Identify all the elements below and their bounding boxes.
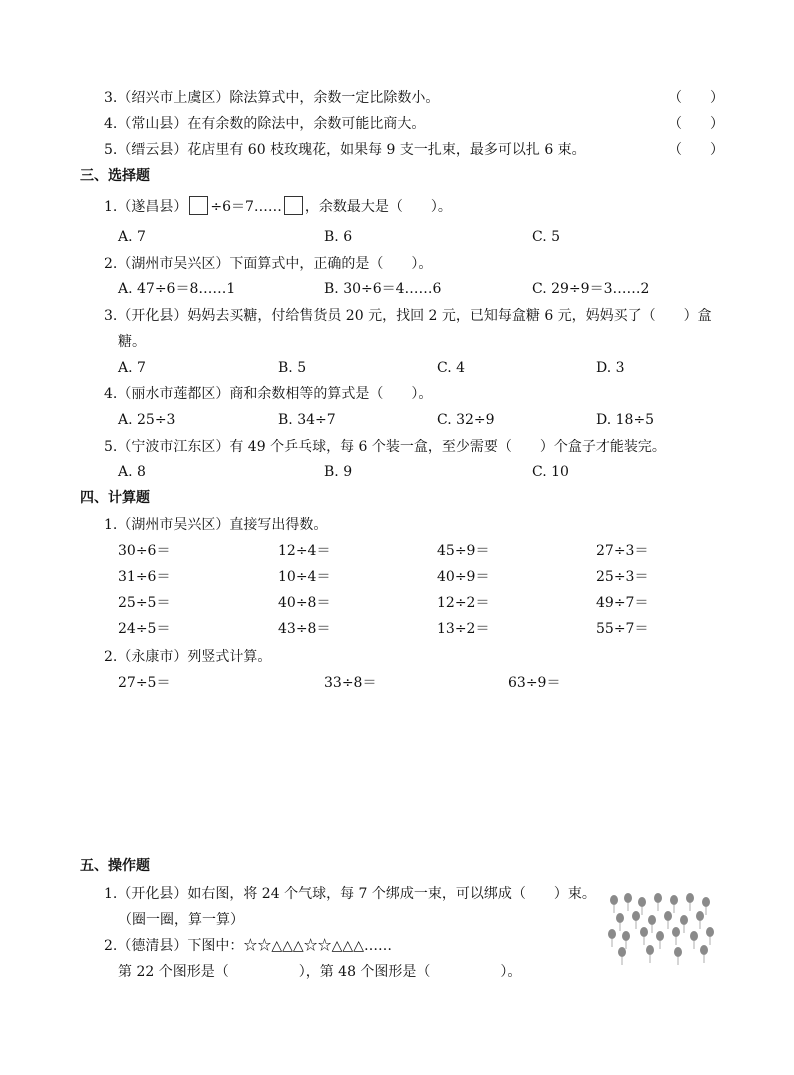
- calc-q1: 1.（湖州市吴兴区）直接写出得数。: [104, 517, 328, 533]
- choice-q3-cont: 糖。: [118, 334, 146, 350]
- balloon-icon[interactable]: [648, 915, 656, 933]
- calc-item[interactable]: 45÷9＝: [437, 543, 490, 559]
- choice-q1: [104, 196, 452, 217]
- op-q1: 1.（开化县）如右图，将 24 个气球，每 7 个绑成一束，可以绑成（ ）束。: [104, 886, 596, 902]
- vertical-calc-item[interactable]: 27÷5＝: [118, 675, 171, 691]
- choice-q4-opt-c[interactable]: C. 32÷9: [437, 412, 495, 428]
- calc-item[interactable]: 30÷6＝: [118, 543, 171, 559]
- balloon-icon[interactable]: [616, 913, 624, 931]
- choice-q3-opt-c[interactable]: C. 4: [437, 360, 466, 376]
- calc-item[interactable]: 12÷4＝: [278, 543, 331, 559]
- judge-q5-answer[interactable]: （ ）: [668, 142, 724, 158]
- choice-q3-opt-d[interactable]: D. 3: [596, 360, 625, 376]
- balloon-icon[interactable]: [646, 945, 654, 963]
- choice-q4-opt-a[interactable]: A. 25÷3: [118, 412, 176, 428]
- choice-q4-opt-d[interactable]: D. 18÷5: [596, 412, 655, 428]
- balloon-icon[interactable]: [696, 911, 704, 929]
- calc-q2: 2.（永康市）列竖式计算。: [104, 649, 272, 665]
- balloons-figure: [606, 892, 718, 972]
- balloon-icon[interactable]: [610, 895, 618, 913]
- choice-q1-mid: ÷6＝7……: [210, 199, 282, 215]
- balloon-icon[interactable]: [670, 895, 678, 913]
- choice-q2: 2.（湖州市吴兴区）下面算式中，正确的是（ ）。: [104, 256, 433, 272]
- choice-q2-opt-a[interactable]: A. 47÷6＝8……1: [118, 281, 236, 297]
- balloon-icon[interactable]: [638, 897, 646, 915]
- calc-item[interactable]: 43÷8＝: [278, 621, 331, 637]
- calc-item[interactable]: 55÷7＝: [596, 621, 649, 637]
- calc-item[interactable]: 40÷9＝: [437, 569, 490, 585]
- balloon-icon[interactable]: [702, 897, 710, 915]
- choice-q3-opt-a[interactable]: A. 7: [118, 360, 146, 376]
- calc-item[interactable]: 31÷6＝: [118, 569, 171, 585]
- choice-q1-opt-b[interactable]: B. 6: [324, 229, 353, 245]
- choice-q5-opt-a[interactable]: A. 8: [118, 464, 146, 480]
- judge-q5: 5.（缙云县）花店里有 60 枝玫瑰花，如果每 9 支一扎束，最多可以扎 6 束。: [104, 142, 586, 158]
- op-q2-blanks[interactable]: 第 22 个图形是（ ），第 48 个图形是（ ）。: [118, 964, 522, 980]
- choice-q4-opt-b[interactable]: B. 34÷7: [278, 412, 336, 428]
- balloon-icon[interactable]: [624, 893, 632, 911]
- choice-q5: 5.（宁波市江东区）有 49 个乒乓球，每 6 个装一盒，至少需要（ ）个盒子才能装完。: [104, 439, 666, 455]
- choice-q3-opt-b[interactable]: B. 5: [278, 360, 307, 376]
- calc-item[interactable]: 25÷5＝: [118, 595, 171, 611]
- judge-q3-answer[interactable]: （ ）: [668, 90, 724, 106]
- calc-item[interactable]: 24÷5＝: [118, 621, 171, 637]
- balloon-icon[interactable]: [656, 931, 664, 949]
- calc-item[interactable]: 10÷4＝: [278, 569, 331, 585]
- balloon-icon[interactable]: [664, 911, 672, 929]
- section-operation-title: 五、操作题: [80, 858, 150, 874]
- balloon-icon[interactable]: [674, 947, 682, 965]
- choice-q4: 4.（丽水市莲都区）商和余数相等的算式是（ ）。: [104, 386, 433, 402]
- choice-q5-opt-c[interactable]: C. 10: [532, 464, 569, 480]
- judge-q4-answer[interactable]: （ ）: [668, 116, 724, 132]
- choice-q1-opt-a[interactable]: A. 7: [118, 229, 146, 245]
- balloon-icon[interactable]: [690, 931, 698, 949]
- blank-box[interactable]: [284, 196, 303, 215]
- balloon-icon[interactable]: [632, 911, 640, 929]
- section-choice-title: 三、选择题: [80, 168, 150, 184]
- choice-q5-opt-b[interactable]: B. 9: [324, 464, 353, 480]
- choice-q3: 3.（开化县）妈妈去买糖，付给售货员 20 元，找回 2 元，已知每盒糖 6 元，妈妈买了（ ）盒: [104, 308, 712, 324]
- balloon-icon[interactable]: [672, 927, 680, 945]
- calc-item[interactable]: 40÷8＝: [278, 595, 331, 611]
- choice-q1-prefix: 1.（遂昌县）: [104, 199, 188, 215]
- balloon-icon[interactable]: [622, 931, 630, 949]
- blank-box[interactable]: [189, 196, 208, 215]
- choice-q2-opt-b[interactable]: B. 30÷6＝4……6: [324, 281, 442, 297]
- balloon-icon[interactable]: [618, 947, 626, 965]
- balloon-icon[interactable]: [700, 945, 708, 963]
- choice-q1-opt-c[interactable]: C. 5: [532, 229, 561, 245]
- calc-item[interactable]: 49÷7＝: [596, 595, 649, 611]
- balloon-icon[interactable]: [680, 915, 688, 933]
- section-calc-title: 四、计算题: [80, 490, 150, 506]
- calc-item[interactable]: 25÷3＝: [596, 569, 649, 585]
- balloon-icon[interactable]: [640, 927, 648, 945]
- balloon-icon[interactable]: [608, 929, 616, 947]
- judge-q4: 4.（常山县）在有余数的除法中，余数可能比商大。: [104, 116, 426, 132]
- balloon-icon[interactable]: [654, 893, 662, 911]
- choice-q2-opt-c[interactable]: C. 29÷9＝3……2: [532, 281, 650, 297]
- op-q2: 2.（德清县）下图中：☆☆△△△☆☆△△△……: [104, 938, 392, 954]
- vertical-calc-item[interactable]: 33÷8＝: [324, 675, 377, 691]
- calc-item[interactable]: 13÷2＝: [437, 621, 490, 637]
- op-q1-note: （圈一圈，算一算）: [118, 912, 244, 928]
- calc-item[interactable]: 12÷2＝: [437, 595, 490, 611]
- balloon-icon[interactable]: [686, 893, 694, 911]
- choice-q1-suffix: ，余数最大是（ ）。: [304, 199, 452, 215]
- balloon-icon[interactable]: [706, 927, 714, 945]
- judge-q3: 3.（绍兴市上虞区）除法算式中，余数一定比除数小。: [104, 90, 440, 106]
- vertical-calc-item[interactable]: 63÷9＝: [508, 675, 561, 691]
- calc-item[interactable]: 27÷3＝: [596, 543, 649, 559]
